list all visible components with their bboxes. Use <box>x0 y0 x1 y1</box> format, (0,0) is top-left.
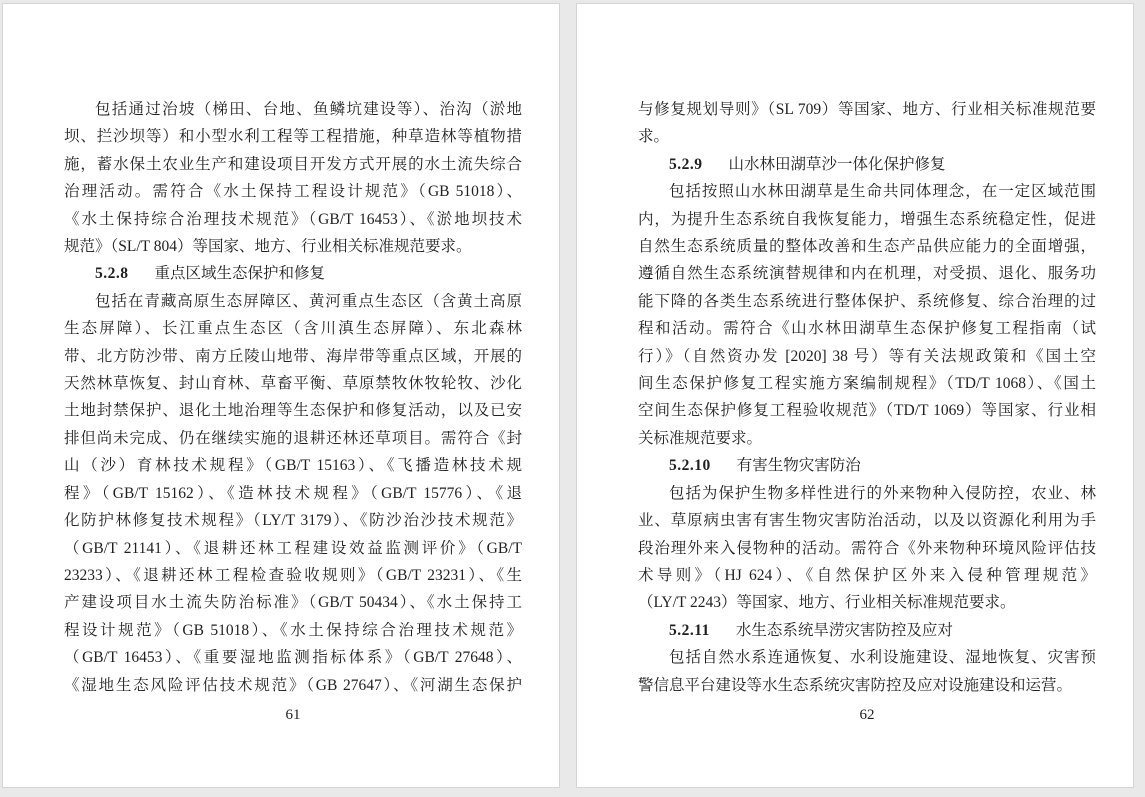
text-line: 段治理外来入侵物种的活动。需符合《外来物种环境风险评估技 <box>638 539 1096 557</box>
section-heading <box>64 260 522 287</box>
text-line: 求。 <box>638 128 670 146</box>
text-line: 23233）、《退耕还林工程检查验收规则》（GB/T 23231）、《生 <box>64 566 522 584</box>
text-line: 程》（GB/T 15162）、《造林技术规程》（GB/T 15776）、《退 <box>64 484 522 502</box>
text-line: 内，为提升生态系统自我恢复能力，增强生态系统稳定性，促进 <box>638 210 1096 228</box>
text-line: 包括为保护生物多样性进行的外来物种入侵防控，农业、林 <box>669 484 1096 502</box>
text-line: 警信息平台建设等水生态系统灾害防控及应对设施建设和运营。 <box>638 676 1073 694</box>
text-line: 施，蓄水保土农业生产和建设项目开发方式开展的水土流失综合 <box>64 155 522 173</box>
section-number: 5.2.10 <box>669 457 711 475</box>
page-body <box>64 96 522 699</box>
section-number: 5.2.11 <box>669 621 710 639</box>
page-body <box>638 96 1096 699</box>
text-line: 包括通过治坡（梯田、台地、鱼鳞坑建设等）、治沟（淤地 <box>95 101 522 118</box>
text-line: 土地封禁保护、退化土地治理等生态保护和修复活动，以及已安 <box>64 402 522 420</box>
text-line: 《水土保持综合治理技术规范》（GB/T 16453）、《淤地坝技术 <box>64 210 522 228</box>
text-line: 山（沙）育林技术规程》（GB/T 15163）、《飞播造林技术规 <box>64 457 522 475</box>
text-line: 生态屏障）、长江重点生态区（含川滇生态屏障）、东北森林 <box>64 320 522 338</box>
text-line: 空间生态保护修复工程验收规范》（TD/T 1069）等国家、行业相 <box>638 402 1096 420</box>
text-line: 规范》（SL/T 804）等国家、地方、行业相关标准规范要求。 <box>64 238 472 256</box>
text-line: 遵循自然生态系统演替规律和内在机理，对受损、退化、服务功 <box>638 265 1096 283</box>
section-heading <box>638 151 1096 178</box>
text-line: 治理活动。需符合《水土保持工程设计规范》（GB 51018）、 <box>64 183 522 201</box>
text-line: 天然林草恢复、封山育林、草畜平衡、草原禁牧休牧轮牧、沙化 <box>64 375 522 393</box>
page-number: 62 <box>859 706 875 723</box>
text-line: 带、北方防沙带、南方丘陵山地带、海岸带等重点区域，开展的 <box>64 347 522 365</box>
text-line: 包括自然水系连通恢复、水利设施建设、湿地恢复、灾害预 <box>669 649 1096 667</box>
text-line: 自然生态系统质量的整体改善和生态产品供应能力的全面增强， <box>638 238 1096 256</box>
text-line: 业、草原病虫害有害生物灾害防治活动，以及以资源化利用为手 <box>638 512 1096 530</box>
text-line: （GB/T 21141）、《退耕还林工程建设效益监测评价》（GB/T <box>64 539 522 557</box>
section-title: 山水林田湖草沙一体化保护修复 <box>728 155 946 173</box>
section-heading <box>638 452 1096 479</box>
text-line: 程设计规范》（GB 51018）、《水土保持综合治理技术规范》 <box>64 621 522 639</box>
text-line: 关标准规范要求。 <box>638 429 763 447</box>
section-title: 有害生物灾害防治 <box>736 457 861 475</box>
text-line: 间生态保护修复工程实施方案编制规程》（TD/T 1068）、《国土 <box>638 375 1096 393</box>
section-title: 重点区域生态保护和修复 <box>154 265 326 283</box>
section-heading <box>638 617 1096 644</box>
section-number: 5.2.8 <box>95 265 129 283</box>
section-title: 水生态系统旱涝灾害防控及应对 <box>735 621 953 639</box>
text-line: 术导则》（HJ 624）、《自然保护区外来入侵种管理规范》 <box>638 566 1096 584</box>
page-right <box>576 3 1134 788</box>
text-line: 排但尚未完成、仍在继续实施的退耕还林还草项目。需符合《封 <box>64 429 522 447</box>
text-line: 与修复规划导则》（SL 709）等国家、地方、行业相关标准规范要 <box>638 101 1096 118</box>
text-line: （GB/T 16453）、《重要湿地监测指标体系》（GB/T 27648）、 <box>64 649 522 667</box>
text-line: 产建设项目水土流失防治标准》（GB/T 50434）、《水土保持工 <box>64 594 522 612</box>
section-number: 5.2.9 <box>669 155 703 173</box>
text-line: 化防护林修复技术规程》（LY/T 3179）、《防沙治沙技术规范》 <box>64 512 522 530</box>
page-left <box>2 3 560 788</box>
text-line: 行）》（自然资办发 [2020] 38 号）等有关法规政策和《国土空 <box>638 347 1096 365</box>
text-line: （LY/T 2243）等国家、地方、行业相关标准规范要求。 <box>638 594 1016 612</box>
text-line: 《湿地生态风险评估技术规范》（GB 27647）、《河湖生态保护 <box>64 676 522 694</box>
text-line: 程和活动。需符合《山水林田湖草生态保护修复工程指南（试 <box>638 320 1096 338</box>
page-number: 61 <box>285 706 301 723</box>
text-line: 包括按照山水林田湖草是生命共同体理念，在一定区域范围 <box>669 183 1096 201</box>
text-line: 包括在青藏高原生态屏障区、黄河重点生态区（含黄土高原 <box>95 292 522 310</box>
text-line: 能下降的各类生态系统进行整体保护、系统修复、综合治理的过 <box>638 292 1096 310</box>
text-line: 坝、拦沙坝等）和小型水利工程等工程措施，种草造林等植物措 <box>64 128 522 146</box>
